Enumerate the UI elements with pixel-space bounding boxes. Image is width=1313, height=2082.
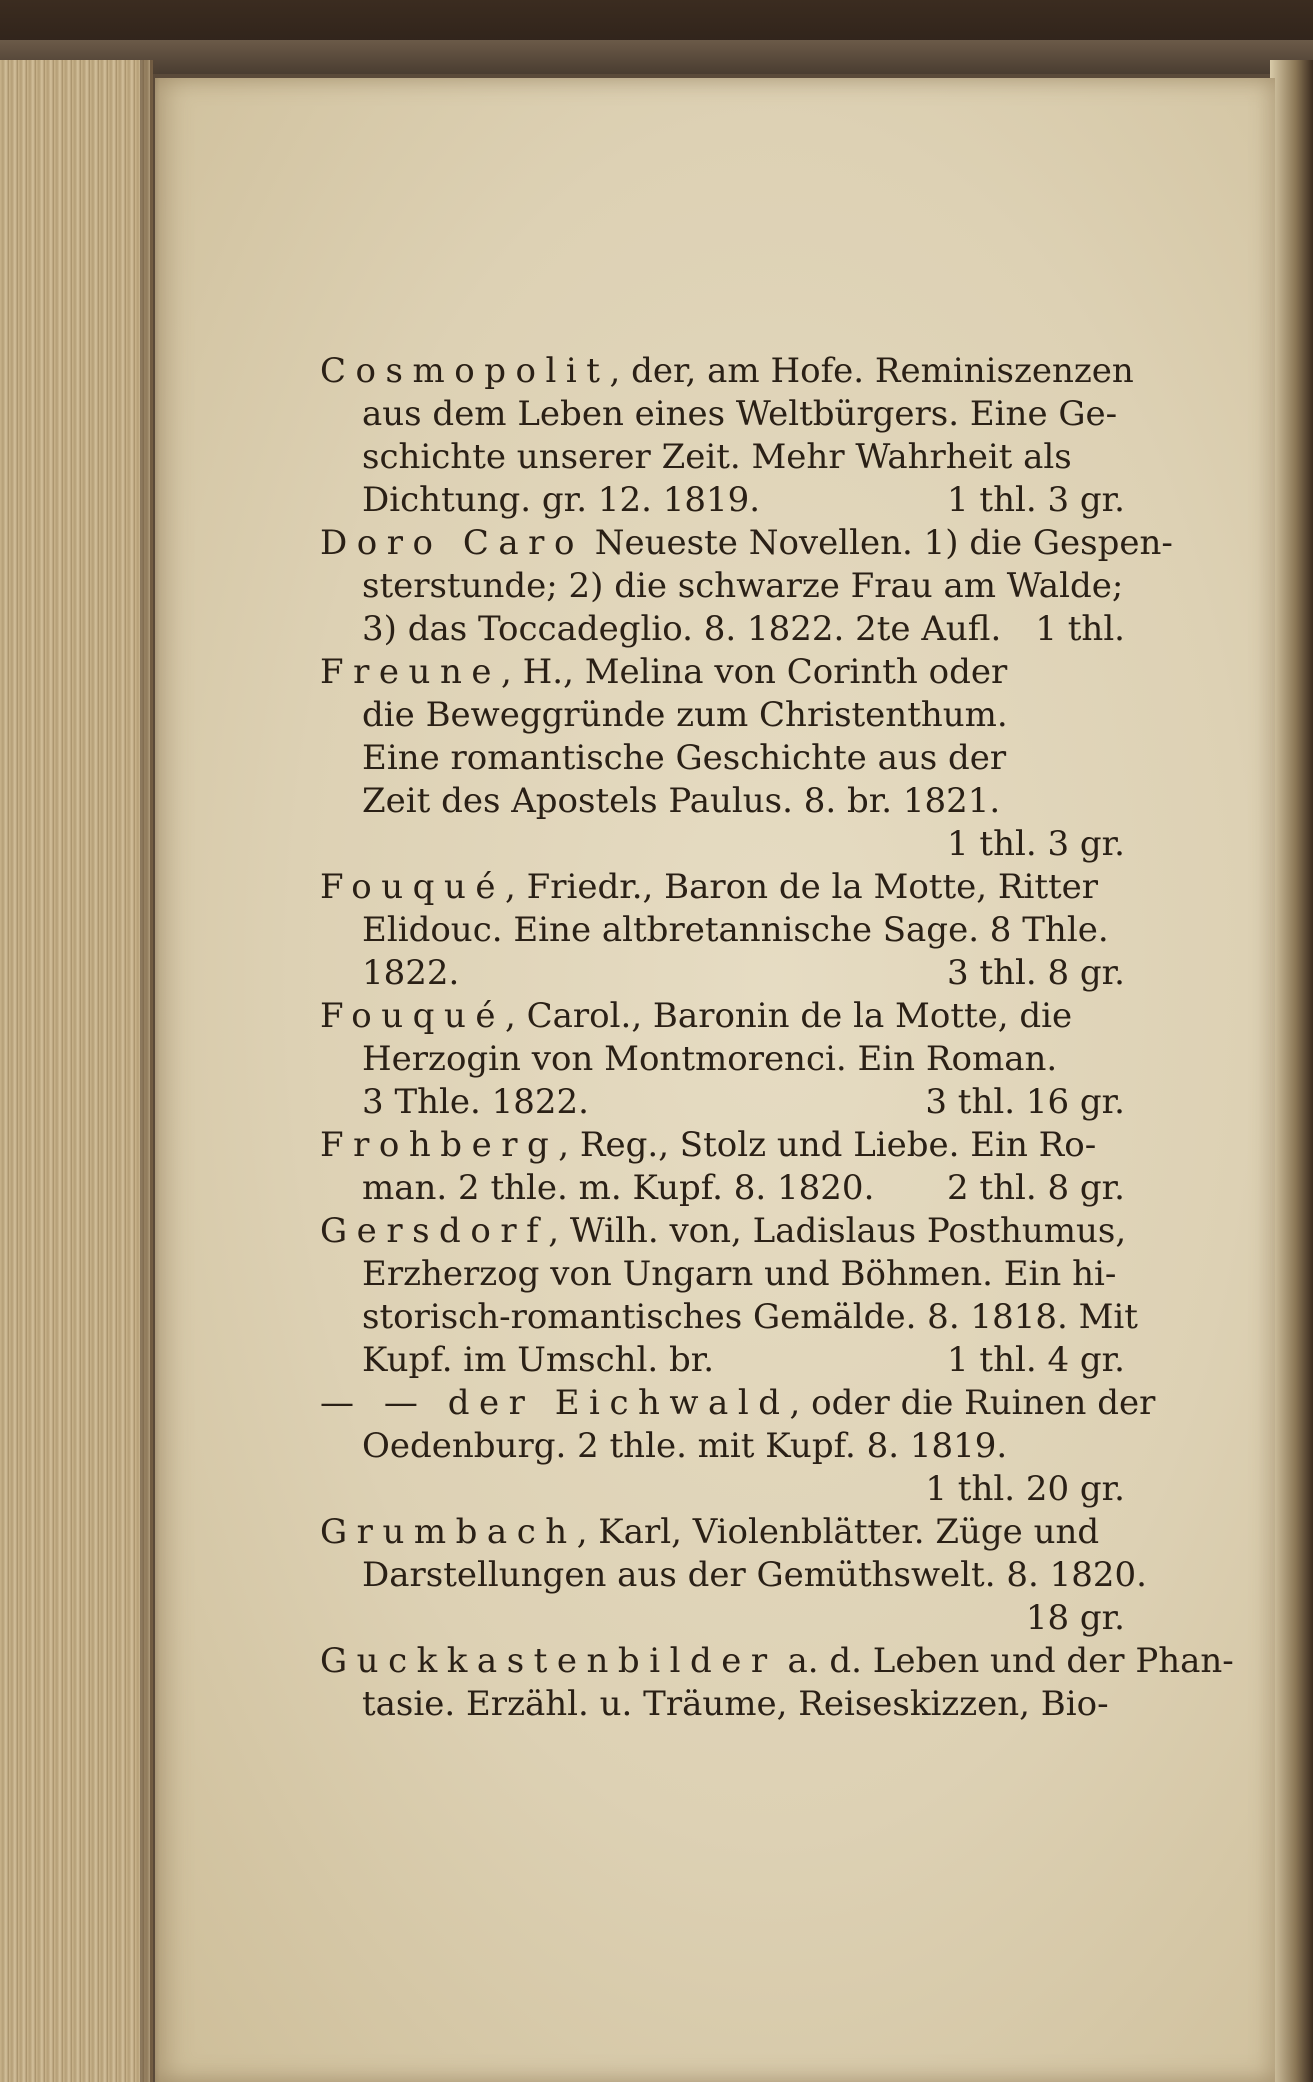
book-page-edge-right (1270, 60, 1313, 2082)
entry-text: , Wilh. von, Ladislaus Posthumus, (548, 1211, 1127, 1251)
author-name: Freune (320, 652, 502, 692)
author-name: Doro Caro (320, 523, 584, 563)
line-text (362, 952, 459, 995)
entry-first-line (320, 1382, 1156, 1425)
price: 1 thl. 4 gr. (946, 1340, 1125, 1380)
entry-first-line (320, 651, 1125, 694)
entry-text: Erzherzog von Ungarn und Böhmen. Ein hi- (362, 1254, 1117, 1294)
book-page-stack-left (0, 60, 153, 2082)
price: 1 thl. 20 gr. (925, 1469, 1125, 1509)
price: 2 thl. 8 gr. (946, 1168, 1125, 1208)
line-text (362, 737, 1006, 780)
catalog-entry (320, 1124, 1125, 1210)
author-name: Fouqué (320, 867, 506, 907)
entry-continuation-line (320, 1425, 1125, 1468)
entry-continuation-line (320, 694, 1125, 737)
line-text (362, 1167, 874, 1210)
entry-first-line (320, 1210, 1125, 1253)
entry-text: 3) das Toccadeglio. 8. 1822. 2te Aufl. (362, 609, 1002, 649)
entry-first-line (320, 995, 1125, 1038)
price: 3 thl. 16 gr. (925, 1082, 1125, 1122)
line-text (320, 1210, 1126, 1253)
entry-text: 1822. (362, 953, 460, 993)
entry-text: Oedenburg. 2 thle. mit Kupf. 8. 1819. (362, 1426, 1008, 1466)
entry-continuation-line (320, 780, 1125, 823)
line-text (362, 1425, 1007, 1468)
line-text (320, 1124, 1096, 1167)
catalog-entry (320, 1210, 1138, 1382)
entry-continuation-line (320, 909, 1125, 952)
line-text (362, 1253, 1116, 1296)
catalog-entry (320, 1382, 1156, 1511)
entry-text: , Friedr., Baron de la Motte, Ritter (505, 867, 1099, 907)
line-text (362, 1296, 1138, 1339)
line-text (320, 651, 1007, 694)
entry-continuation-line (320, 436, 1125, 479)
entry-text: , Karl, Violenblätter. Züge und (576, 1512, 1100, 1552)
entry-text: a. d. Leben und der Phan- (776, 1641, 1234, 1681)
entry-text: Herzogin von Montmorenci. Ein Roman. (362, 1039, 1058, 1079)
entry-first-line (320, 522, 1173, 565)
line-text (362, 436, 1072, 479)
line-text (362, 1683, 1109, 1726)
entry-continuation-line (320, 1339, 1125, 1382)
author-name: Cosmopolit (320, 351, 610, 391)
author-name: — — der Eichwald (320, 1383, 790, 1423)
price: 1 thl. (1035, 609, 1125, 649)
line-text (362, 694, 1008, 737)
line-text (320, 1640, 1234, 1683)
entry-first-line (320, 350, 1134, 393)
catalog-entry (320, 522, 1173, 651)
author-name: Guckkastenbilder (320, 1641, 777, 1681)
line-text (362, 780, 1000, 823)
entry-text: Darstellungen aus der Gemüthswelt. 8. 1820. (362, 1555, 1147, 1595)
entry-text: Dichtung. gr. 12. 1819. (362, 480, 761, 520)
line-text (362, 1081, 589, 1124)
author-name: Gersdorf (320, 1211, 549, 1251)
entry-continuation-line (320, 479, 1125, 522)
gutter-shadow (140, 60, 160, 2082)
entry-text: , H., Melina von Corinth oder (501, 652, 1008, 692)
catalog-entry (320, 1511, 1147, 1640)
line-text (320, 522, 1173, 565)
catalog-entry (320, 651, 1125, 866)
book-top-edge (0, 40, 1313, 74)
entry-continuation-line (320, 1597, 1125, 1640)
price: 1 thl. 3 gr. (946, 480, 1125, 520)
entry-continuation-line (320, 1167, 1125, 1210)
entry-text: schichte unserer Zeit. Mehr Wahrheit als (362, 437, 1072, 477)
catalog-entry (320, 995, 1125, 1124)
entry-continuation-line (320, 1081, 1125, 1124)
entry-continuation-line (320, 608, 1125, 651)
price: 1 thl. 3 gr. (946, 824, 1125, 864)
line-text (320, 866, 1098, 909)
entry-first-line (320, 1511, 1125, 1554)
author-name: Fouqué (320, 996, 506, 1036)
catalog-text-block (320, 350, 1234, 1726)
catalog-entry (320, 350, 1134, 522)
entry-text: , Reg., Stolz und Liebe. Ein Ro- (558, 1125, 1097, 1165)
line-text (320, 1511, 1099, 1554)
line-text (362, 1554, 1147, 1597)
catalog-entry (320, 866, 1125, 995)
line-text (320, 350, 1134, 393)
line-text (362, 1038, 1057, 1081)
line-text (362, 909, 1109, 952)
entry-text: tasie. Erzähl. u. Träume, Reiseskizzen, Bio- (362, 1684, 1109, 1724)
price: 18 gr. (1025, 1598, 1125, 1638)
line-text (362, 393, 1117, 436)
entry-text: , Carol., Baronin de la Motte, die (505, 996, 1073, 1036)
line-text (362, 565, 1123, 608)
entry-first-line (320, 1640, 1234, 1683)
entry-text: sterstunde; 2) die schwarze Frau am Walde; (362, 566, 1124, 606)
catalog-entry (320, 1640, 1234, 1726)
entry-text: Kupf. im Umschl. br. (362, 1340, 715, 1380)
entry-text: man. 2 thle. m. Kupf. 8. 1820. (362, 1168, 875, 1208)
line-text (320, 1382, 1155, 1425)
entry-text: Elidouc. Eine altbretannische Sage. 8 Thle. (362, 910, 1109, 950)
entry-text: , der, am Hofe. Reminiszenzen (609, 351, 1134, 391)
author-name: Grumbach (320, 1512, 577, 1552)
entry-text: aus dem Leben eines Weltbürgers. Eine Ge- (362, 394, 1118, 434)
entry-continuation-line (320, 393, 1125, 436)
entry-continuation-line (320, 1038, 1125, 1081)
entry-text: Neueste Novellen. 1) die Gespen- (583, 523, 1173, 563)
entry-continuation-line (320, 565, 1125, 608)
entry-text: , oder die Ruinen der (789, 1383, 1156, 1423)
line-text (362, 608, 1001, 651)
entry-continuation-line (320, 1468, 1125, 1511)
entry-text: 3 Thle. 1822. (362, 1082, 589, 1122)
entry-continuation-line (320, 1253, 1125, 1296)
entry-continuation-line (320, 1296, 1138, 1339)
entry-first-line (320, 866, 1125, 909)
entry-first-line (320, 1124, 1125, 1167)
entry-continuation-line (320, 823, 1125, 866)
entry-continuation-line (320, 952, 1125, 995)
entry-continuation-line (320, 1683, 1125, 1726)
line-text (362, 479, 760, 522)
author-name: Frohberg (320, 1125, 559, 1165)
entry-text: storisch-romantisches Gemälde. 8. 1818. Mit (362, 1297, 1138, 1337)
line-text (362, 1339, 714, 1382)
entry-text: Eine romantische Geschichte aus der (362, 738, 1007, 778)
entry-text: die Beweggründe zum Christenthum. (362, 695, 1008, 735)
price: 3 thl. 8 gr. (946, 953, 1125, 993)
entry-continuation-line (320, 1554, 1147, 1597)
entry-continuation-line (320, 737, 1125, 780)
entry-text: Zeit des Apostels Paulus. 8. br. 1821. (362, 781, 1001, 821)
line-text (320, 995, 1072, 1038)
